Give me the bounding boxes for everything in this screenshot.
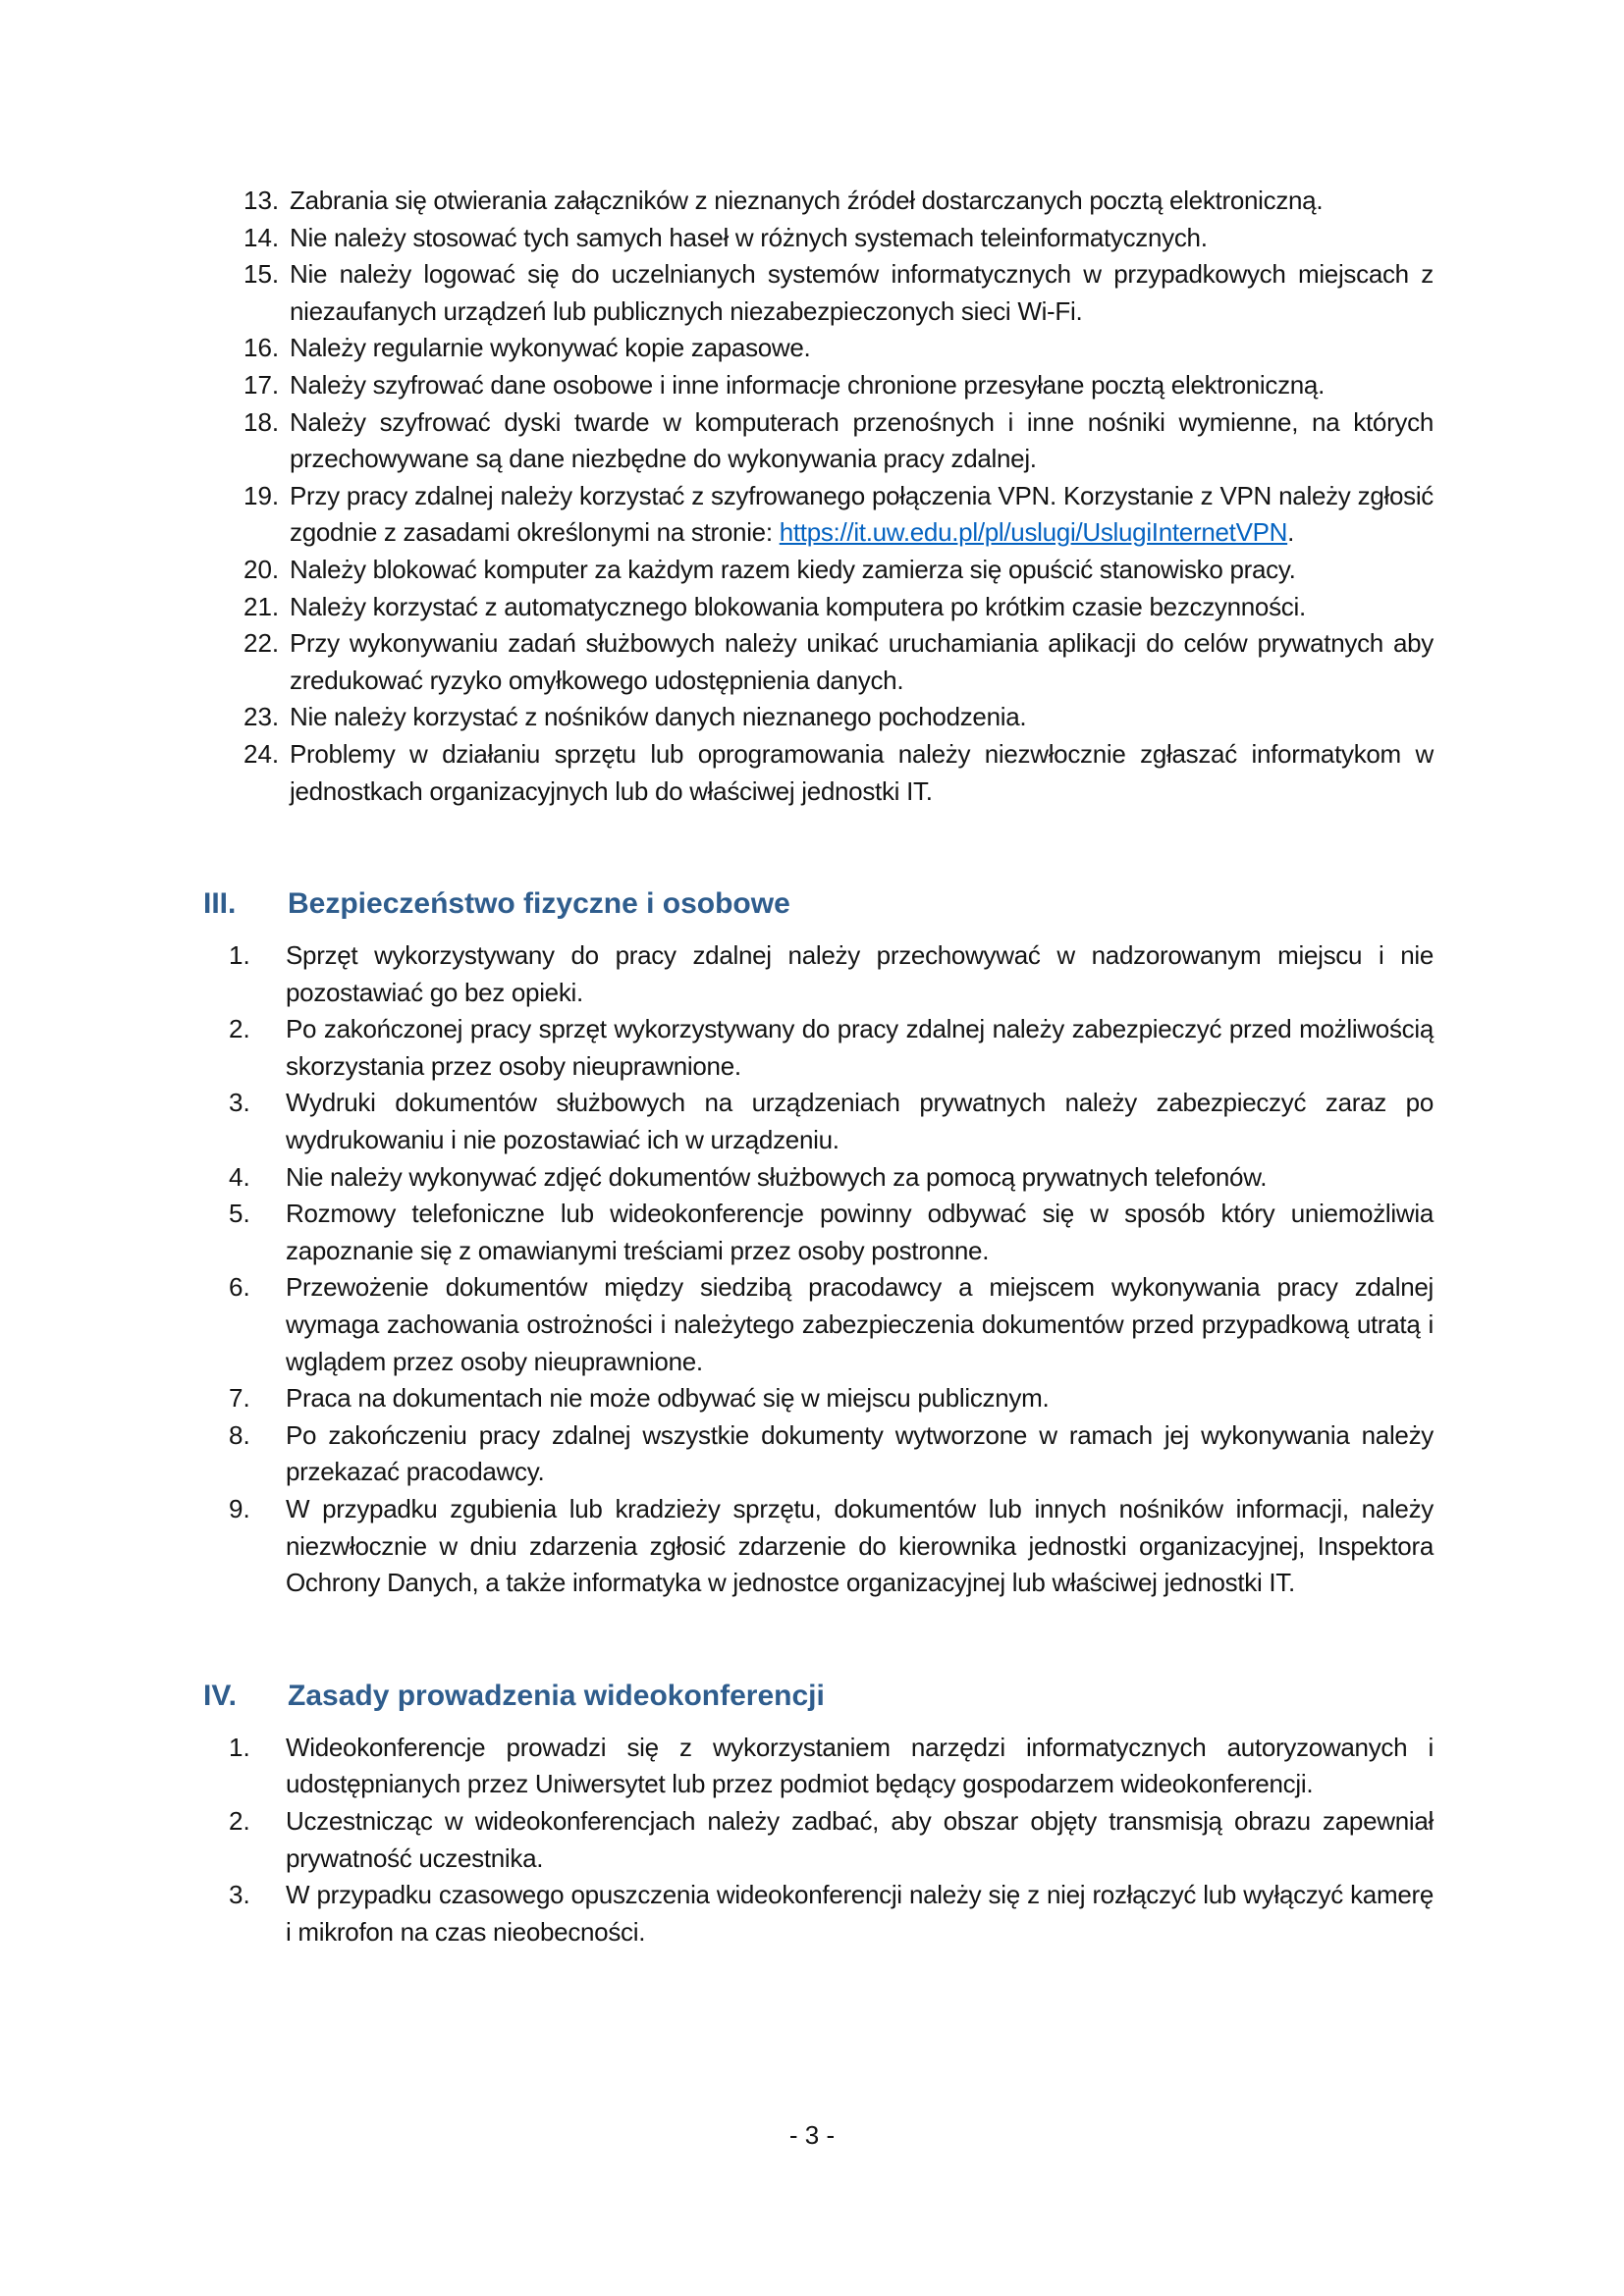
list-item [244,589,1434,626]
item-text: Należy regularnie wykonywać kopie zapasowe. [290,333,811,363]
item-text: Nie należy korzystać z nośników danych nieznanego pochodzenia. [290,702,1027,732]
item-number: 22. [244,628,280,659]
item-number: 13. [244,186,280,215]
list-item [229,1380,1434,1417]
item-text: Należy korzystać z automatycznego blokowania komputera po krótkim czasie bezczynności. [290,591,1306,621]
list-item [229,1417,1434,1491]
list-item [229,1730,1434,1803]
item-number: 24. [244,738,280,769]
item-text: Należy szyfrować dane osobowe i inne informacje chronione przesyłane pocztą elektroniczną. [290,369,1326,400]
item-text: Przy pracy zdalnej należy korzystać z szyfrowanego połączenia VPN. Korzystanie z VPN należy zgłosić zgodnie z zasadami określonymi na stronie: [290,480,1434,548]
list-item [229,1491,1434,1602]
list-item [229,1196,1434,1269]
list-item [244,699,1434,736]
vpn-service-link[interactable]: https://it.uw.edu.pl/pl/uslugi/UslugiInternetVPN [779,517,1288,548]
item-text: Po zakończonej pracy sprzęt wykorzystywany do pracy zdalnej należy zabezpieczyć przed możliwością skorzystania przez osoby nieuprawnione. [286,1014,1434,1081]
section-numeral: IV. [203,1679,237,1712]
item-number: 2. [229,1014,250,1044]
item-number: 3. [229,1880,250,1910]
list-item [229,937,1434,1011]
section-heading-iv [203,1675,1624,1718]
item-text: Problemy w działaniu sprzętu lub oprogramowania należy niezwłocznie zgłaszać informatykom w jednostkach organizacyjnych lub do właściwej jednostki IT. [290,738,1434,806]
item-text: . [1287,517,1295,548]
item-text: W przypadku czasowego opuszczenia wideokonferencji należy się z niej rozłączyć lub wyłączyć kamerę i mikrofon na czas nieobecności. [286,1880,1434,1947]
list-item-with-link [244,478,1434,552]
list-item [244,625,1434,699]
item-number: 8. [229,1419,250,1450]
item-text: Wydruki dokumentów służbowych na urządzeniach prywatnych należy zabezpieczyć zaraz po wydrukowaniu i nie pozostawiać ich w urządzeniu. [286,1088,1434,1155]
item-text: Rozmowy telefoniczne lub wideokonferencje powinny odbywać się w sposób który uniemożliwia zapoznanie się z omawianymi treściami przez osoby postronne. [286,1199,1434,1265]
item-number: 9. [229,1494,250,1523]
section-title: Zasady prowadzenia wideokonferencji [288,1679,825,1712]
videoconference-rules-list [0,1730,1624,1951]
item-text: Wideokonferencje prowadzi się z wykorzystaniem narzędzi informatycznych autoryzowanych i udostępnianych przez Uniwersytet lub przez podmiot będący gospodarzem wideokonferencji. [286,1732,1434,1799]
list-item [229,1877,1434,1950]
item-text: Przewożenie dokumentów między siedzibą pracodawcy a miejscem wykonywania pracy zdalnej wymaga zachowania ostrożności i należytego zabezpieczenia dokumentów przed przypadkową utratą i wglądem przez osoby nieuprawnione. [286,1272,1434,1376]
section-numeral: III. [203,887,237,921]
item-number: 19. [244,480,280,510]
item-text: Po zakończeniu pracy zdalnej wszystkie dokumenty wytworzone w ramach jej wykonywania należy przekazać pracodawcy. [286,1419,1434,1487]
item-number: 23. [244,702,280,732]
item-number: 4. [229,1161,250,1192]
item-number: 14. [244,222,280,252]
list-item [229,1011,1434,1085]
item-text: Nie należy wykonywać zdjęć dokumentów służbowych za pomocą prywatnych telefonów. [286,1161,1268,1192]
item-number: 3. [229,1088,250,1118]
item-number: 16. [244,333,280,363]
item-text: Nie należy stosować tych samych haseł w różnych systemach teleinformatycznych. [290,222,1208,252]
item-number: 1. [229,940,250,971]
physical-security-list [0,937,1624,1602]
security-rules-list [0,183,1624,810]
list-item [244,183,1434,220]
list-item [244,256,1434,330]
list-item [244,330,1434,367]
list-item [244,220,1434,257]
item-number: 6. [229,1272,250,1303]
item-number: 1. [229,1732,250,1762]
item-text: Należy szyfrować dyski twarde w komputerach przenośnych i inne nośniki wymienne, na których przechowywane są dane niezbędne do wykonywania pracy zdalnej. [290,406,1434,474]
list-item [244,736,1434,810]
item-number: 2. [229,1805,250,1836]
list-item [229,1269,1434,1380]
item-text: Uczestnicząc w wideokonferencjach należy zadbać, aby obszar objęty transmisją obrazu zapewniał prywatność uczestnika. [286,1805,1434,1873]
item-number: 20. [244,554,280,584]
list-item [229,1085,1434,1158]
list-item [229,1159,1434,1197]
item-number: 15. [244,259,280,290]
page-number: - 3 - [788,2120,836,2150]
section-title: Bezpieczeństwo fizyczne i osobowe [288,887,790,921]
section-heading-iii [203,882,1624,926]
item-text: Zabrania się otwierania załączników z nieznanych źródeł dostarczanych pocztą elektroniczną. [290,186,1324,215]
item-text: Praca na dokumentach nie może odbywać się w miejscu publicznym. [286,1383,1050,1414]
item-number: 7. [229,1383,250,1414]
item-number: 18. [244,406,280,437]
item-text: Sprzęt wykorzystywany do pracy zdalnej należy przechowywać w nadzorowanym miejscu i nie pozostawiać go bez opieki. [286,940,1434,1007]
item-number: 17. [244,369,280,400]
item-text: W przypadku zgubienia lub kradzieży sprzętu, dokumentów lub innych nośników informacji, należy niezwłocznie w dniu zdarzenia zgłosić zdarzenie do kierownika jednostki organizacyjnej, Inspektora Ochrony Danych, a także informatyka w jednostce organizacyjnej lub właściwej jednostki IT. [286,1494,1434,1598]
item-text: Nie należy logować się do uczelnianych systemów informatycznych w przypadkowych miejscach z niezaufanych urządzeń lub publicznych niezabezpieczonych sieci Wi-Fi. [290,259,1434,326]
list-item [244,552,1434,589]
list-item [229,1803,1434,1877]
item-text: Przy wykonywaniu zadań służbowych należy unikać uruchamiania aplikacji do celów prywatnych aby zredukować ryzyko omyłkowego udostępnienia danych. [290,628,1434,695]
item-number: 21. [244,591,280,621]
list-item [244,404,1434,478]
list-item [244,367,1434,404]
item-text: Należy blokować komputer za każdym razem kiedy zamierza się opuścić stanowisko pracy. [290,554,1296,584]
item-number: 5. [229,1199,250,1229]
